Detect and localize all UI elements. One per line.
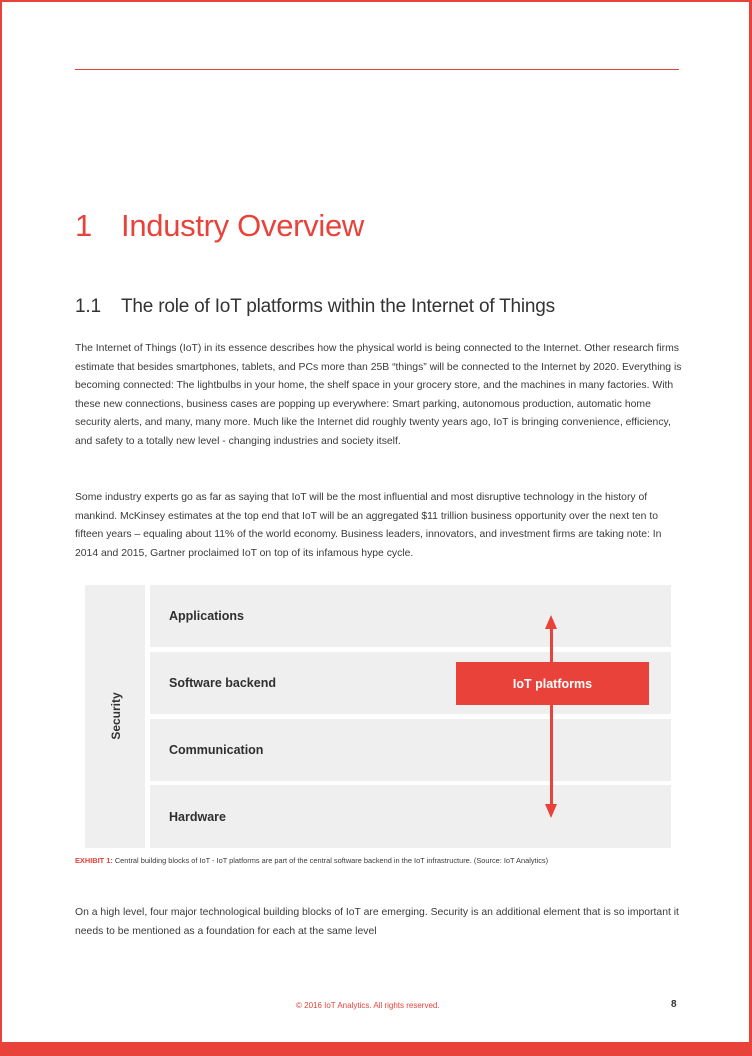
subsection-heading (75, 296, 555, 318)
exhibit-tag: EXHIBIT 1: (75, 856, 113, 865)
exhibit-text: Central building blocks of IoT - IoT platforms are part of the central software backend in the IoT infrastructure. (Source: IoT Analytics) (112, 856, 549, 865)
section-title: Industry Overview (121, 208, 364, 243)
header-rule (75, 69, 679, 70)
iot-building-blocks-diagram (85, 585, 671, 848)
page-frame-top (0, 0, 752, 2)
layer-label: Communication (169, 743, 264, 757)
layer-hardware (150, 785, 671, 848)
page-number: 8 (671, 999, 677, 1010)
page-frame-bottom (0, 1042, 752, 1056)
iot-platforms-box (456, 662, 649, 705)
layer-label: Applications (169, 609, 245, 623)
exhibit-caption (75, 856, 548, 865)
subsection-title: The role of IoT platforms within the Internet of Things (121, 296, 555, 317)
body-paragraph-3: On a high level, four major technological building blocks of IoT are emerging. Security is an additional element that is so important it needs to be mentioned as a foundation for each at the same level (75, 907, 679, 937)
body-paragraph-2: Some industry experts go as far as saying that IoT will be the most influential and most disruptive technology in the history of mankind. McKinsey estimates at the top end that IoT will be an aggregated $11 trillion business opportunity over the next ten to fifteen years – equaling about 11% of the world economy. Business leaders, innovators, and investment firms are taking note: In 2014 and 2015, Gartner proclaimed IoT on top of its infamous hype cycle. (75, 492, 662, 559)
arrow-up-icon (545, 615, 557, 629)
layer-communication (150, 719, 671, 781)
arrow-down-icon (545, 804, 557, 818)
security-column (85, 585, 145, 848)
vertical-arrow-line (550, 625, 553, 809)
body-paragraph-1: The Internet of Things (IoT) in its essence describes how the physical world is being connected to the Internet. Other research firms estimate that besides smartphones, tablets, and PCs more than 25B “things” will be connected to the Internet by 2020. Everything is becoming connected: The lightbulbs in your home, the shelf space in your grocery store, and the machines in many factories. With these new connections, business cases are popping up everywhere: Smart parking, autonomous production, automatic home security alerts, and many, many more. Much like the Internet did roughly twenty years ago, IoT is bringing convenience, efficiency, and safety to a totally new level - changing industries and society itself. (75, 343, 682, 447)
page-frame-left (0, 0, 2, 1056)
layer-applications (150, 585, 671, 647)
security-label: Security (109, 692, 123, 740)
iot-platforms-label: IoT platforms (512, 676, 593, 691)
layer-label: Hardware (169, 809, 226, 824)
footer-copyright: © 2016 IoT Analytics. All rights reserved. (296, 1001, 440, 1010)
subsection-number: 1.1 (75, 296, 101, 317)
section-heading (75, 208, 364, 244)
layer-label: Software backend (169, 676, 276, 690)
section-number: 1 (75, 208, 92, 243)
